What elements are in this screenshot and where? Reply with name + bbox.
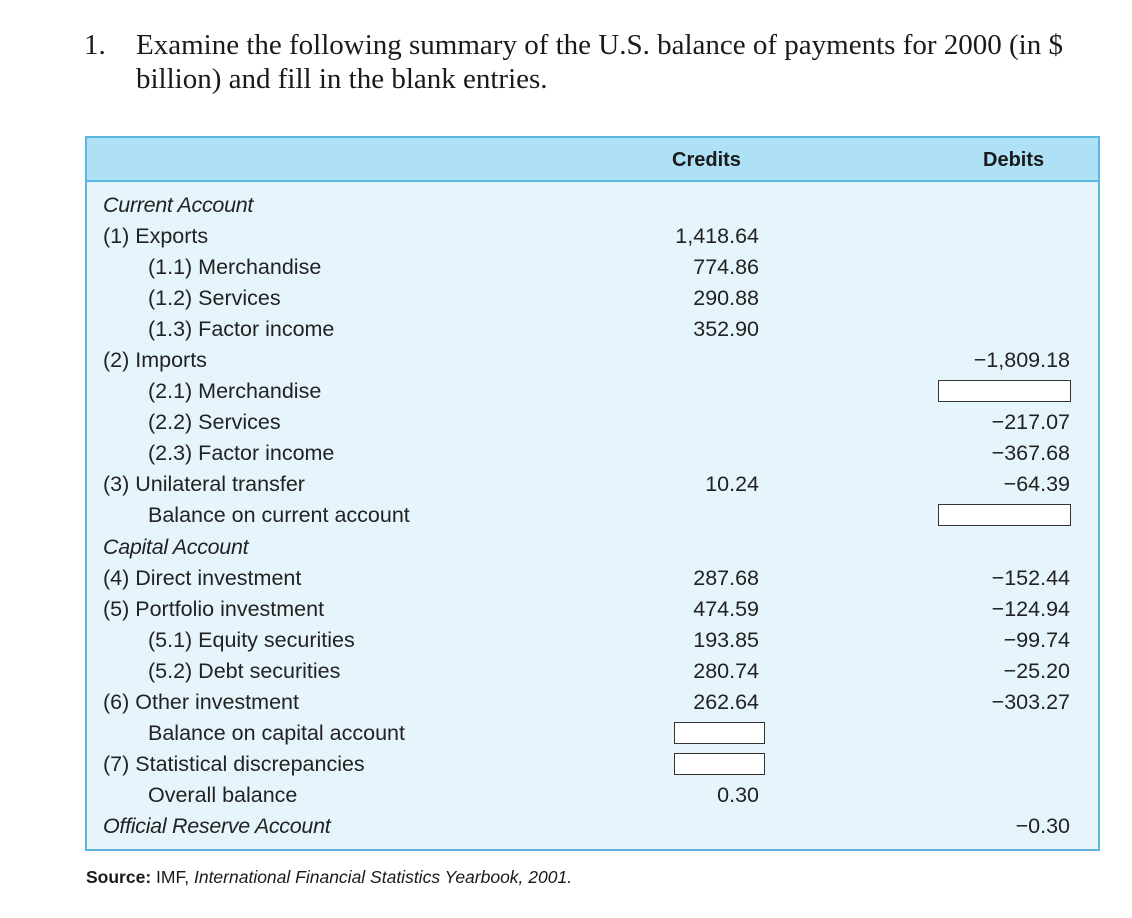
credit-value: 474.59 [693, 597, 759, 621]
debit-value: −303.27 [991, 690, 1070, 714]
debit-value: −99.74 [1003, 628, 1070, 652]
row-label: (1.1) Merchandise [148, 255, 322, 279]
table-row [87, 780, 1098, 811]
balance-of-payments-table [85, 136, 1100, 851]
table-row [87, 407, 1098, 438]
row-label: Current Account [103, 193, 254, 217]
table-row [87, 532, 1098, 563]
row-label: (3) Unilateral transfer [103, 472, 305, 496]
table-row [87, 345, 1098, 376]
row-label: (5.1) Equity securities [148, 628, 355, 652]
credits-header: Credits [672, 149, 741, 171]
credit-blank-entry[interactable] [674, 753, 765, 775]
row-label: (5.2) Debt securities [148, 659, 341, 683]
table-row [87, 221, 1098, 252]
source-org: IMF, [156, 867, 190, 887]
credit-value: 280.74 [693, 659, 759, 683]
table-row [87, 190, 1098, 221]
debit-value: −124.94 [991, 597, 1070, 621]
credit-value: 774.86 [693, 255, 759, 279]
source-publication: International Financial Statistics Yearbook, 2001. [193, 867, 573, 887]
row-label: (5) Portfolio investment [103, 597, 325, 621]
table-row [87, 314, 1098, 345]
credit-value: 1,418.64 [675, 224, 759, 248]
table-row [87, 500, 1098, 531]
row-label: (2.1) Merchandise [148, 379, 322, 403]
debit-value: −25.20 [1003, 659, 1070, 683]
credit-blank-entry[interactable] [674, 722, 765, 744]
debit-blank-entry[interactable] [938, 380, 1071, 402]
debit-value: −152.44 [991, 566, 1070, 590]
credit-value: 10.24 [705, 472, 759, 496]
table-row [87, 625, 1098, 656]
table-row [87, 469, 1098, 500]
debits-header: Debits [983, 149, 1045, 171]
table-row [87, 252, 1098, 283]
row-label: (1.3) Factor income [148, 317, 335, 341]
table-header [87, 138, 1098, 182]
debit-value: −0.30 [1015, 814, 1070, 838]
table-row [87, 749, 1098, 780]
row-label: (7) Statistical discrepancies [103, 752, 365, 776]
question-text: Examine the following summary of the U.S. balance of payments for 2000 (in $ billion) and fill in the blank entries. [136, 29, 1063, 95]
row-label: Official Reserve Account [103, 814, 331, 838]
row-label: (2.2) Services [148, 410, 281, 434]
table-row [87, 687, 1098, 718]
debit-value: −367.68 [991, 441, 1070, 465]
source-note [86, 867, 572, 888]
row-label: (4) Direct investment [103, 566, 302, 590]
row-label: Overall balance [148, 783, 298, 807]
row-label: (6) Other investment [103, 690, 299, 714]
table-row [87, 718, 1098, 749]
row-label: (1.2) Services [148, 286, 281, 310]
row-label: (2.3) Factor income [148, 441, 335, 465]
credit-value: 287.68 [693, 566, 759, 590]
table-row [87, 656, 1098, 687]
credit-value: 352.90 [693, 317, 759, 341]
credit-value: 0.30 [717, 783, 759, 807]
row-label: (1) Exports [103, 224, 209, 248]
table-row [87, 594, 1098, 625]
credit-value: 290.88 [693, 286, 759, 310]
credit-value: 193.85 [693, 628, 759, 652]
row-label: Balance on capital account [148, 721, 405, 745]
source-label: Source: [86, 867, 152, 887]
credit-value: 262.64 [693, 690, 759, 714]
question-number: 1. [84, 29, 106, 61]
row-label: (2) Imports [103, 348, 207, 372]
table-row [87, 563, 1098, 594]
row-label: Capital Account [103, 535, 249, 559]
debit-value: −64.39 [1003, 472, 1070, 496]
row-label: Balance on current account [148, 503, 410, 527]
table-row [87, 811, 1098, 842]
debit-blank-entry[interactable] [938, 504, 1071, 526]
table-row [87, 283, 1098, 314]
table-row [87, 376, 1098, 407]
table-row [87, 438, 1098, 469]
debit-value: −1,809.18 [973, 348, 1070, 372]
debit-value: −217.07 [991, 410, 1070, 434]
